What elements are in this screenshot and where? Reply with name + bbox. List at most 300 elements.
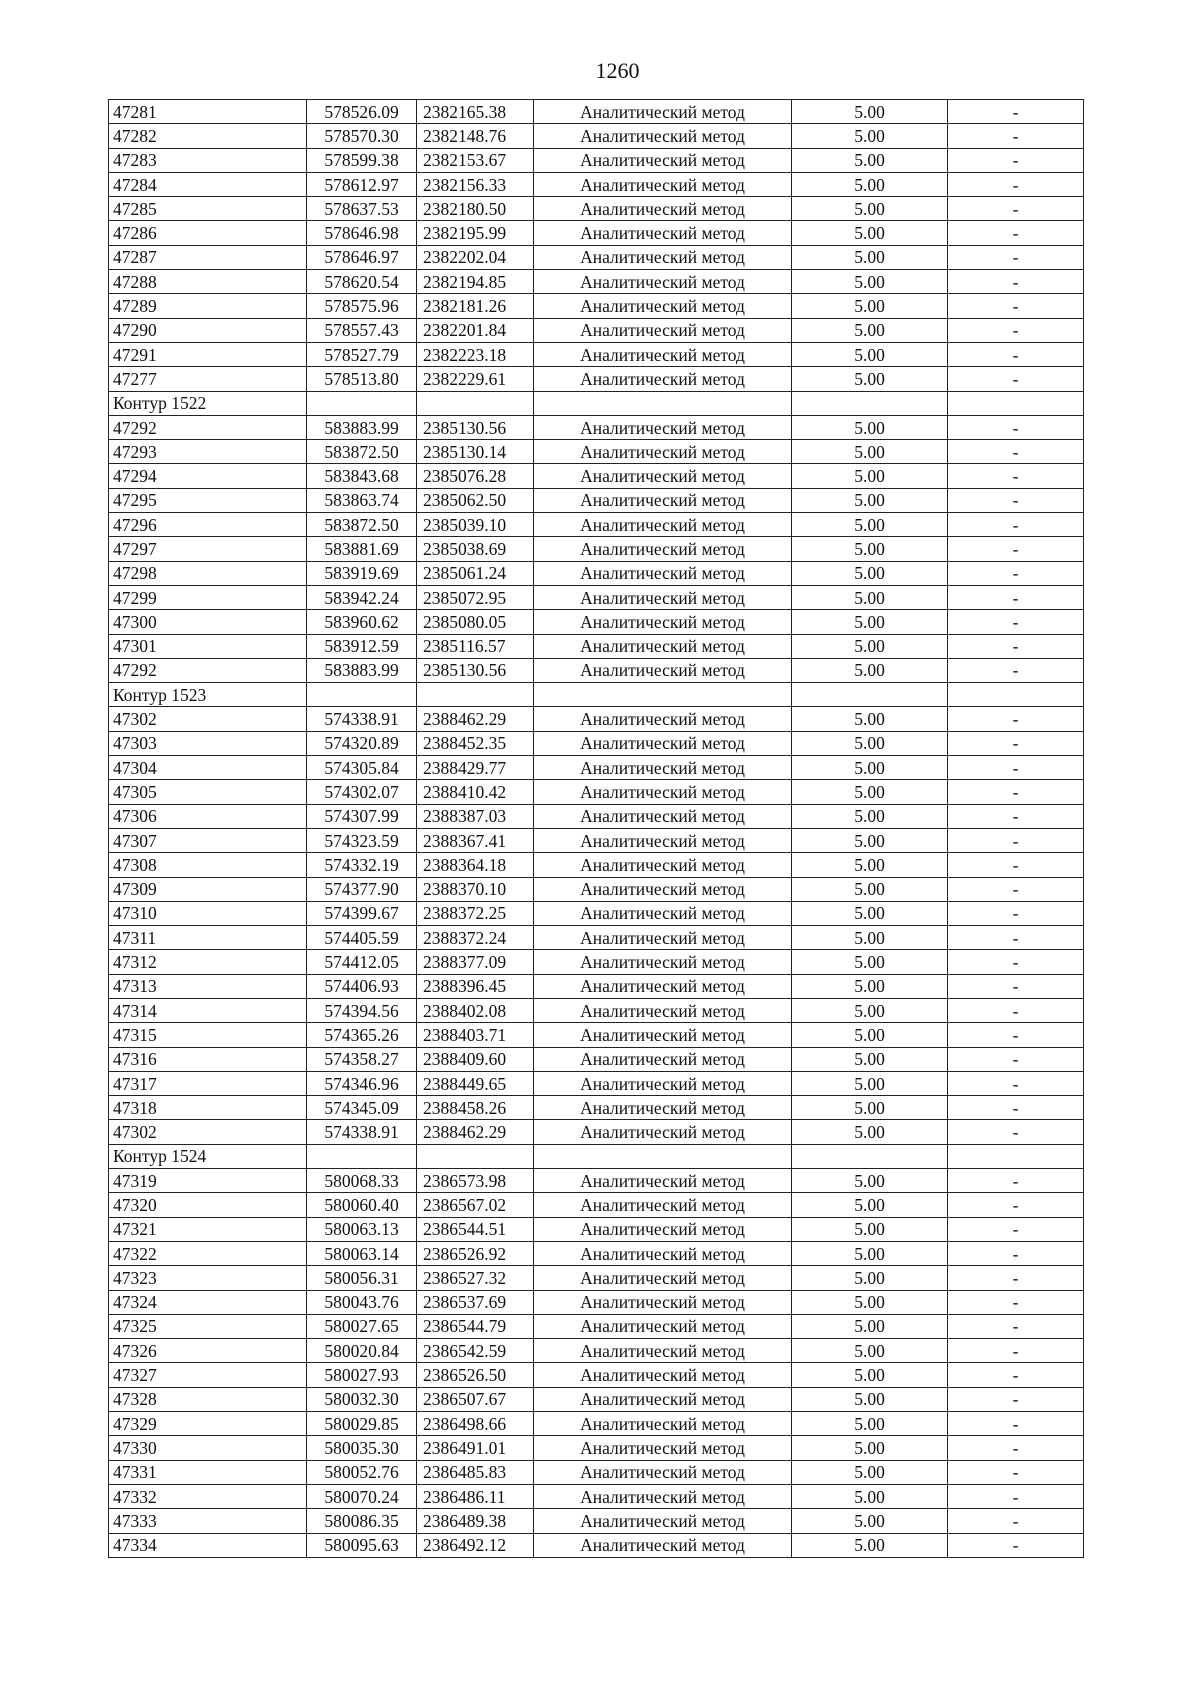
y-coordinate-cell: 2386491.01 [417, 1436, 534, 1460]
point-id-cell: 47282 [109, 124, 307, 148]
table-row [109, 1460, 1084, 1484]
point-id-cell: 47323 [109, 1266, 307, 1290]
contour-label: Контур 1523 [109, 683, 307, 707]
note-cell: - [948, 561, 1084, 585]
y-coordinate-cell: 2386526.92 [417, 1241, 534, 1265]
note-cell: - [948, 367, 1084, 391]
contour-label: Контур 1522 [109, 391, 307, 415]
table-row [109, 342, 1084, 366]
table-row [109, 1120, 1084, 1144]
table-row [109, 634, 1084, 658]
x-coordinate-cell: 574412.05 [307, 950, 417, 974]
method-cell: Аналитический метод [534, 245, 792, 269]
method-cell: Аналитический метод [534, 488, 792, 512]
x-coordinate-cell: 574345.09 [307, 1096, 417, 1120]
method-cell: Аналитический метод [534, 610, 792, 634]
accuracy-cell: 5.00 [792, 658, 948, 682]
method-cell: Аналитический метод [534, 634, 792, 658]
table-row [109, 488, 1084, 512]
x-coordinate-cell: 580020.84 [307, 1339, 417, 1363]
note-cell: - [948, 707, 1084, 731]
point-id-cell: 47312 [109, 950, 307, 974]
table-row [109, 221, 1084, 245]
x-coordinate-cell: 578646.98 [307, 221, 417, 245]
note-cell: - [948, 1241, 1084, 1265]
note-cell: - [948, 1217, 1084, 1241]
accuracy-cell: 5.00 [792, 585, 948, 609]
point-id-cell: 47331 [109, 1460, 307, 1484]
method-cell: Аналитический метод [534, 658, 792, 682]
empty-cell [534, 391, 792, 415]
accuracy-cell: 5.00 [792, 901, 948, 925]
note-cell: - [948, 1023, 1084, 1047]
y-coordinate-cell: 2382153.67 [417, 148, 534, 172]
method-cell: Аналитический метод [534, 731, 792, 755]
note-cell: - [948, 877, 1084, 901]
table-row [109, 1217, 1084, 1241]
note-cell: - [948, 464, 1084, 488]
method-cell: Аналитический метод [534, 1533, 792, 1557]
point-id-cell: 47310 [109, 901, 307, 925]
x-coordinate-cell: 583912.59 [307, 634, 417, 658]
x-coordinate-cell: 578513.80 [307, 367, 417, 391]
point-id-cell: 47332 [109, 1484, 307, 1508]
x-coordinate-cell: 574399.67 [307, 901, 417, 925]
note-cell: - [948, 513, 1084, 537]
accuracy-cell: 5.00 [792, 197, 948, 221]
x-coordinate-cell: 580035.30 [307, 1436, 417, 1460]
accuracy-cell: 5.00 [792, 1509, 948, 1533]
accuracy-cell: 5.00 [792, 1266, 948, 1290]
method-cell: Аналитический метод [534, 1412, 792, 1436]
accuracy-cell: 5.00 [792, 464, 948, 488]
note-cell: - [948, 1290, 1084, 1314]
method-cell: Аналитический метод [534, 561, 792, 585]
x-coordinate-cell: 583942.24 [307, 585, 417, 609]
accuracy-cell: 5.00 [792, 1096, 948, 1120]
note-cell: - [948, 1509, 1084, 1533]
empty-cell [948, 391, 1084, 415]
method-cell: Аналитический метод [534, 464, 792, 488]
accuracy-cell: 5.00 [792, 342, 948, 366]
x-coordinate-cell: 574394.56 [307, 998, 417, 1022]
y-coordinate-cell: 2388458.26 [417, 1096, 534, 1120]
point-id-cell: 47314 [109, 998, 307, 1022]
note-cell: - [948, 585, 1084, 609]
method-cell: Аналитический метод [534, 148, 792, 172]
x-coordinate-cell: 580070.24 [307, 1484, 417, 1508]
accuracy-cell: 5.00 [792, 877, 948, 901]
y-coordinate-cell: 2385130.56 [417, 415, 534, 439]
note-cell: - [948, 610, 1084, 634]
x-coordinate-cell: 574338.91 [307, 1120, 417, 1144]
method-cell: Аналитический метод [534, 974, 792, 998]
method-cell: Аналитический метод [534, 1314, 792, 1338]
note-cell: - [948, 1193, 1084, 1217]
method-cell: Аналитический метод [534, 415, 792, 439]
point-id-cell: 47315 [109, 1023, 307, 1047]
point-id-cell: 47301 [109, 634, 307, 658]
x-coordinate-cell: 580060.40 [307, 1193, 417, 1217]
point-id-cell: 47290 [109, 318, 307, 342]
point-id-cell: 47322 [109, 1241, 307, 1265]
point-id-cell: 47291 [109, 342, 307, 366]
point-id-cell: 47317 [109, 1071, 307, 1095]
point-id-cell: 47320 [109, 1193, 307, 1217]
accuracy-cell: 5.00 [792, 294, 948, 318]
x-coordinate-cell: 578570.30 [307, 124, 417, 148]
point-id-cell: 47281 [109, 100, 307, 124]
x-coordinate-cell: 583883.99 [307, 658, 417, 682]
accuracy-cell: 5.00 [792, 731, 948, 755]
table-row [109, 1533, 1084, 1557]
accuracy-cell: 5.00 [792, 1241, 948, 1265]
x-coordinate-cell: 580063.13 [307, 1217, 417, 1241]
y-coordinate-cell: 2386507.67 [417, 1387, 534, 1411]
x-coordinate-cell: 578637.53 [307, 197, 417, 221]
note-cell: - [948, 488, 1084, 512]
accuracy-cell: 5.00 [792, 1290, 948, 1314]
note-cell: - [948, 1339, 1084, 1363]
y-coordinate-cell: 2386544.79 [417, 1314, 534, 1338]
empty-cell [534, 1144, 792, 1168]
accuracy-cell: 5.00 [792, 488, 948, 512]
point-id-cell: 47286 [109, 221, 307, 245]
y-coordinate-cell: 2386492.12 [417, 1533, 534, 1557]
accuracy-cell: 5.00 [792, 853, 948, 877]
point-id-cell: 47300 [109, 610, 307, 634]
y-coordinate-cell: 2388410.42 [417, 780, 534, 804]
accuracy-cell: 5.00 [792, 780, 948, 804]
table-row [109, 1484, 1084, 1508]
point-id-cell: 47297 [109, 537, 307, 561]
table-row [109, 1241, 1084, 1265]
method-cell: Аналитический метод [534, 1339, 792, 1363]
y-coordinate-cell: 2385116.57 [417, 634, 534, 658]
y-coordinate-cell: 2386486.11 [417, 1484, 534, 1508]
point-id-cell: 47326 [109, 1339, 307, 1363]
x-coordinate-cell: 574405.59 [307, 926, 417, 950]
accuracy-cell: 5.00 [792, 221, 948, 245]
x-coordinate-cell: 578526.09 [307, 100, 417, 124]
table-row [109, 1363, 1084, 1387]
x-coordinate-cell: 583872.50 [307, 440, 417, 464]
method-cell: Аналитический метод [534, 1387, 792, 1411]
empty-cell [307, 1144, 417, 1168]
y-coordinate-cell: 2386527.32 [417, 1266, 534, 1290]
accuracy-cell: 5.00 [792, 148, 948, 172]
note-cell: - [948, 1436, 1084, 1460]
y-coordinate-cell: 2382165.38 [417, 100, 534, 124]
point-id-cell: 47308 [109, 853, 307, 877]
y-coordinate-cell: 2382201.84 [417, 318, 534, 342]
y-coordinate-cell: 2382181.26 [417, 294, 534, 318]
coordinates-table [108, 99, 1084, 1558]
point-id-cell: 47285 [109, 197, 307, 221]
accuracy-cell: 5.00 [792, 998, 948, 1022]
y-coordinate-cell: 2382148.76 [417, 124, 534, 148]
accuracy-cell: 5.00 [792, 926, 948, 950]
x-coordinate-cell: 580063.14 [307, 1241, 417, 1265]
method-cell: Аналитический метод [534, 828, 792, 852]
y-coordinate-cell: 2388409.60 [417, 1047, 534, 1071]
x-coordinate-cell: 580043.76 [307, 1290, 417, 1314]
note-cell: - [948, 318, 1084, 342]
method-cell: Аналитический метод [534, 1241, 792, 1265]
x-coordinate-cell: 583843.68 [307, 464, 417, 488]
accuracy-cell: 5.00 [792, 537, 948, 561]
method-cell: Аналитический метод [534, 100, 792, 124]
method-cell: Аналитический метод [534, 197, 792, 221]
accuracy-cell: 5.00 [792, 1193, 948, 1217]
y-coordinate-cell: 2385072.95 [417, 585, 534, 609]
table-row [109, 197, 1084, 221]
accuracy-cell: 5.00 [792, 1533, 948, 1557]
method-cell: Аналитический метод [534, 950, 792, 974]
y-coordinate-cell: 2385039.10 [417, 513, 534, 537]
coordinates-table-body [109, 100, 1084, 1558]
note-cell: - [948, 1266, 1084, 1290]
table-row [109, 658, 1084, 682]
y-coordinate-cell: 2388402.08 [417, 998, 534, 1022]
accuracy-cell: 5.00 [792, 270, 948, 294]
y-coordinate-cell: 2388403.71 [417, 1023, 534, 1047]
y-coordinate-cell: 2382223.18 [417, 342, 534, 366]
empty-cell [307, 683, 417, 707]
y-coordinate-cell: 2385038.69 [417, 537, 534, 561]
x-coordinate-cell: 580095.63 [307, 1533, 417, 1557]
contour-label: Контур 1524 [109, 1144, 307, 1168]
method-cell: Аналитический метод [534, 1071, 792, 1095]
method-cell: Аналитический метод [534, 853, 792, 877]
accuracy-cell: 5.00 [792, 1169, 948, 1193]
table-row [109, 1314, 1084, 1338]
x-coordinate-cell: 574377.90 [307, 877, 417, 901]
y-coordinate-cell: 2388372.24 [417, 926, 534, 950]
x-coordinate-cell: 580027.65 [307, 1314, 417, 1338]
note-cell: - [948, 124, 1084, 148]
x-coordinate-cell: 580027.93 [307, 1363, 417, 1387]
y-coordinate-cell: 2388372.25 [417, 901, 534, 925]
note-cell: - [948, 1412, 1084, 1436]
y-coordinate-cell: 2388452.35 [417, 731, 534, 755]
x-coordinate-cell: 578557.43 [307, 318, 417, 342]
x-coordinate-cell: 574305.84 [307, 756, 417, 780]
y-coordinate-cell: 2385130.14 [417, 440, 534, 464]
table-row [109, 998, 1084, 1022]
method-cell: Аналитический метод [534, 1266, 792, 1290]
x-coordinate-cell: 583919.69 [307, 561, 417, 585]
point-id-cell: 47329 [109, 1412, 307, 1436]
table-row [109, 707, 1084, 731]
empty-cell [948, 683, 1084, 707]
table-row [109, 245, 1084, 269]
method-cell: Аналитический метод [534, 756, 792, 780]
note-cell: - [948, 853, 1084, 877]
method-cell: Аналитический метод [534, 1363, 792, 1387]
table-row [109, 780, 1084, 804]
note-cell: - [948, 148, 1084, 172]
point-id-cell: 47299 [109, 585, 307, 609]
note-cell: - [948, 974, 1084, 998]
table-row [109, 415, 1084, 439]
x-coordinate-cell: 578527.79 [307, 342, 417, 366]
x-coordinate-cell: 580086.35 [307, 1509, 417, 1533]
y-coordinate-cell: 2388387.03 [417, 804, 534, 828]
note-cell: - [948, 658, 1084, 682]
accuracy-cell: 5.00 [792, 172, 948, 196]
accuracy-cell: 5.00 [792, 1047, 948, 1071]
y-coordinate-cell: 2386542.59 [417, 1339, 534, 1363]
table-row [109, 124, 1084, 148]
y-coordinate-cell: 2385130.56 [417, 658, 534, 682]
method-cell: Аналитический метод [534, 780, 792, 804]
x-coordinate-cell: 578620.54 [307, 270, 417, 294]
table-row [109, 1266, 1084, 1290]
accuracy-cell: 5.00 [792, 828, 948, 852]
note-cell: - [948, 1533, 1084, 1557]
note-cell: - [948, 926, 1084, 950]
method-cell: Аналитический метод [534, 124, 792, 148]
method-cell: Аналитический метод [534, 1436, 792, 1460]
y-coordinate-cell: 2388377.09 [417, 950, 534, 974]
table-row [109, 974, 1084, 998]
y-coordinate-cell: 2386526.50 [417, 1363, 534, 1387]
x-coordinate-cell: 574365.26 [307, 1023, 417, 1047]
note-cell: - [948, 804, 1084, 828]
point-id-cell: 47324 [109, 1290, 307, 1314]
point-id-cell: 47313 [109, 974, 307, 998]
note-cell: - [948, 780, 1084, 804]
method-cell: Аналитический метод [534, 1169, 792, 1193]
y-coordinate-cell: 2386567.02 [417, 1193, 534, 1217]
accuracy-cell: 5.00 [792, 245, 948, 269]
table-row [109, 270, 1084, 294]
y-coordinate-cell: 2382180.50 [417, 197, 534, 221]
y-coordinate-cell: 2388429.77 [417, 756, 534, 780]
table-row [109, 1096, 1084, 1120]
point-id-cell: 47292 [109, 415, 307, 439]
y-coordinate-cell: 2386485.83 [417, 1460, 534, 1484]
x-coordinate-cell: 574332.19 [307, 853, 417, 877]
note-cell: - [948, 998, 1084, 1022]
accuracy-cell: 5.00 [792, 124, 948, 148]
x-coordinate-cell: 580052.76 [307, 1460, 417, 1484]
note-cell: - [948, 756, 1084, 780]
note-cell: - [948, 634, 1084, 658]
x-coordinate-cell: 580068.33 [307, 1169, 417, 1193]
table-row [109, 367, 1084, 391]
table-row [109, 731, 1084, 755]
table-row [109, 804, 1084, 828]
y-coordinate-cell: 2385080.05 [417, 610, 534, 634]
point-id-cell: 47294 [109, 464, 307, 488]
note-cell: - [948, 731, 1084, 755]
table-row [109, 853, 1084, 877]
x-coordinate-cell: 583881.69 [307, 537, 417, 561]
page-number: 1260 [595, 58, 640, 83]
note-cell: - [948, 172, 1084, 196]
method-cell: Аналитический метод [534, 270, 792, 294]
accuracy-cell: 5.00 [792, 974, 948, 998]
table-row [109, 585, 1084, 609]
empty-cell [792, 683, 948, 707]
accuracy-cell: 5.00 [792, 513, 948, 537]
table-row [109, 1169, 1084, 1193]
x-coordinate-cell: 583872.50 [307, 513, 417, 537]
point-id-cell: 47292 [109, 658, 307, 682]
point-id-cell: 47277 [109, 367, 307, 391]
method-cell: Аналитический метод [534, 998, 792, 1022]
method-cell: Аналитический метод [534, 1193, 792, 1217]
y-coordinate-cell: 2385061.24 [417, 561, 534, 585]
note-cell: - [948, 1120, 1084, 1144]
method-cell: Аналитический метод [534, 901, 792, 925]
method-cell: Аналитический метод [534, 294, 792, 318]
table-row [109, 561, 1084, 585]
empty-cell [792, 1144, 948, 1168]
method-cell: Аналитический метод [534, 1484, 792, 1508]
empty-cell [948, 1144, 1084, 1168]
method-cell: Аналитический метод [534, 1023, 792, 1047]
x-coordinate-cell: 574302.07 [307, 780, 417, 804]
empty-cell [417, 1144, 534, 1168]
point-id-cell: 47288 [109, 270, 307, 294]
note-cell: - [948, 415, 1084, 439]
table-row [109, 1509, 1084, 1533]
accuracy-cell: 5.00 [792, 415, 948, 439]
method-cell: Аналитический метод [534, 342, 792, 366]
y-coordinate-cell: 2388396.45 [417, 974, 534, 998]
x-coordinate-cell: 580056.31 [307, 1266, 417, 1290]
method-cell: Аналитический метод [534, 1120, 792, 1144]
point-id-cell: 47325 [109, 1314, 307, 1338]
point-id-cell: 47289 [109, 294, 307, 318]
point-id-cell: 47293 [109, 440, 307, 464]
table-row [109, 950, 1084, 974]
contour-header-row [109, 683, 1084, 707]
table-row [109, 172, 1084, 196]
table-row [109, 318, 1084, 342]
accuracy-cell: 5.00 [792, 1412, 948, 1436]
point-id-cell: 47295 [109, 488, 307, 512]
point-id-cell: 47333 [109, 1509, 307, 1533]
point-id-cell: 47309 [109, 877, 307, 901]
note-cell: - [948, 901, 1084, 925]
y-coordinate-cell: 2382229.61 [417, 367, 534, 391]
x-coordinate-cell: 583960.62 [307, 610, 417, 634]
accuracy-cell: 5.00 [792, 1120, 948, 1144]
point-id-cell: 47321 [109, 1217, 307, 1241]
table-row [109, 294, 1084, 318]
point-id-cell: 47330 [109, 1436, 307, 1460]
note-cell: - [948, 1047, 1084, 1071]
point-id-cell: 47327 [109, 1363, 307, 1387]
point-id-cell: 47334 [109, 1533, 307, 1557]
accuracy-cell: 5.00 [792, 756, 948, 780]
x-coordinate-cell: 574346.96 [307, 1071, 417, 1095]
y-coordinate-cell: 2382156.33 [417, 172, 534, 196]
accuracy-cell: 5.00 [792, 1460, 948, 1484]
method-cell: Аналитический метод [534, 513, 792, 537]
method-cell: Аналитический метод [534, 221, 792, 245]
y-coordinate-cell: 2386537.69 [417, 1290, 534, 1314]
y-coordinate-cell: 2388462.29 [417, 1120, 534, 1144]
y-coordinate-cell: 2388367.41 [417, 828, 534, 852]
y-coordinate-cell: 2382194.85 [417, 270, 534, 294]
table-row [109, 464, 1084, 488]
y-coordinate-cell: 2385062.50 [417, 488, 534, 512]
